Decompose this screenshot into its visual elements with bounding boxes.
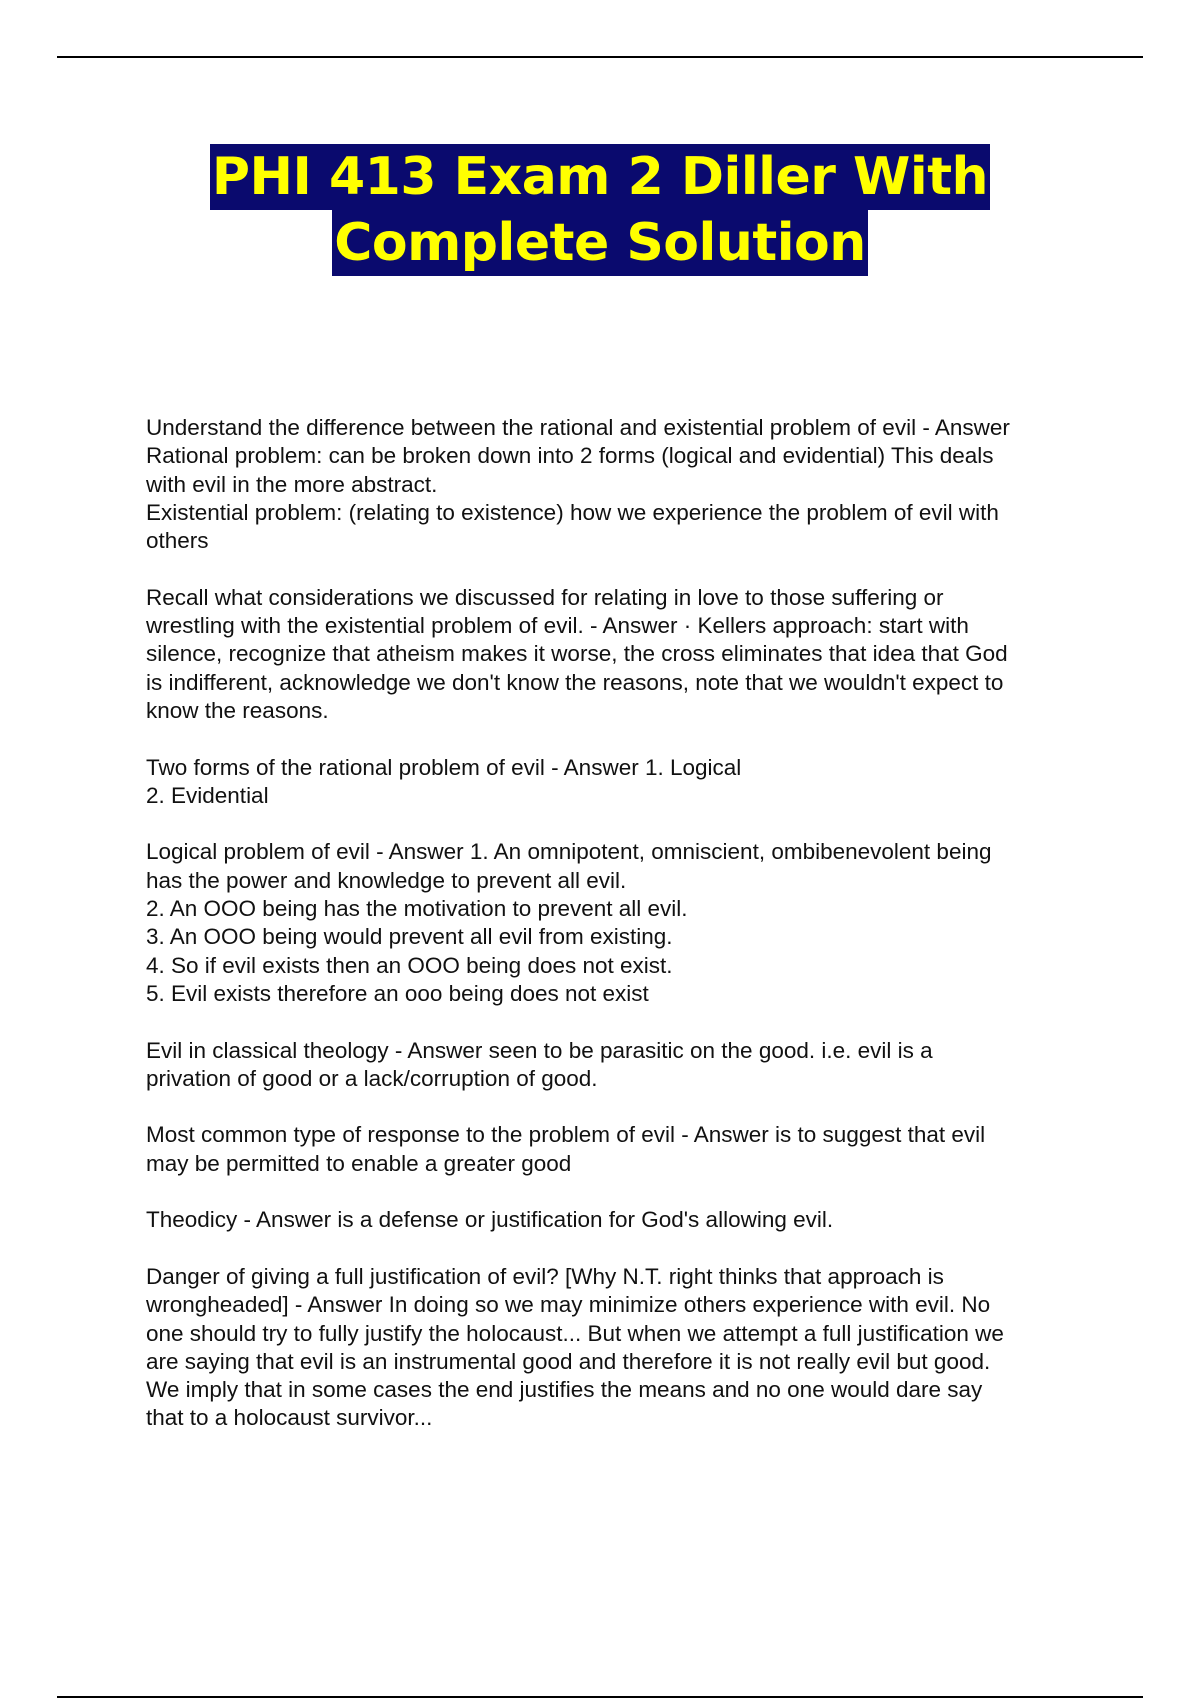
qa-entry-8 — [146, 1263, 1086, 1433]
text-line: 3. An OOO being would prevent all evil from existing. — [146, 924, 673, 950]
text-line: Understand the difference between the rational and existential problem of evil - Answer — [146, 415, 1010, 440]
qa-entry-4 — [146, 838, 1086, 1008]
text-line: Recall what considerations we discussed for relating in love to those suffering or — [146, 584, 944, 610]
text-line: Theodicy - Answer is a defense or justification for God's allowing evil. — [146, 1207, 834, 1233]
text-line: silence, recognize that atheism makes it worse, the cross eliminates that idea that God — [146, 641, 1008, 667]
qa-entry-7 — [146, 1206, 1086, 1234]
text-line: one should try to fully justify the holocaust... But when we attempt a full justification we — [146, 1320, 1004, 1346]
text-line: know the reasons. — [146, 697, 329, 723]
text-line: with evil in the more abstract. — [146, 471, 438, 497]
text-line: wrongheaded] - Answer In doing so we may minimize others experience with evil. No — [146, 1292, 991, 1318]
text-line: 4. So if evil exists then an OOO being does not exist. — [146, 952, 673, 978]
text-line: Most common type of response to the problem of evil - Answer is to suggest that evil — [146, 1122, 986, 1148]
text-line: 5. Evil exists therefore an ooo being does not exist — [146, 980, 649, 1006]
bottom-rule — [57, 1696, 1143, 1698]
text-line: 2. Evidential — [146, 782, 269, 808]
qa-entry-5 — [146, 1037, 1086, 1094]
text-line: 2. An OOO being has the motivation to prevent all evil. — [146, 896, 688, 922]
title-line-1: PHI 413 Exam 2 Diller With — [210, 144, 990, 210]
text-line: privation of good or a lack/corruption of good. — [146, 1065, 598, 1091]
text-line: Danger of giving a full justification of evil? [Why N.T. right thinks that approach is — [146, 1263, 944, 1289]
qa-entry-6 — [146, 1121, 1086, 1178]
text-line: Two forms of the rational problem of evil - Answer 1. Logical — [146, 754, 742, 780]
top-rule — [57, 56, 1143, 58]
text-line: Evil in classical theology - Answer seen to be parasitic on the good. i.e. evil is a — [146, 1037, 933, 1063]
title-line-2: Complete Solution — [332, 210, 868, 276]
text-line: that to a holocaust survivor... — [146, 1405, 433, 1431]
text-line: is indifferent, acknowledge we don't know the reasons, note that we wouldn't expect to — [146, 669, 1004, 695]
document-title — [0, 144, 1200, 276]
qa-entry-3 — [146, 754, 1086, 811]
text-line: Logical problem of evil - Answer 1. An omnipotent, omniscient, ombibenevolent being — [146, 839, 992, 865]
text-line: may be permitted to enable a greater good — [146, 1150, 572, 1176]
qa-entry-2 — [146, 584, 1086, 725]
text-line: has the power and knowledge to prevent all evil. — [146, 867, 627, 893]
document-body — [146, 414, 1086, 1461]
text-line: We imply that in some cases the end justifies the means and no one would dare say — [146, 1377, 983, 1403]
qa-entry-1 — [146, 414, 1086, 555]
text-line: are saying that evil is an instrumental good and therefore it is not really evil but good. — [146, 1348, 991, 1374]
text-line: Existential problem: (relating to existence) how we experience the problem of evil with — [146, 499, 999, 525]
text-line: wrestling with the existential problem of evil. - Answer · Kellers approach: start with — [146, 613, 969, 639]
text-line: Rational problem: can be broken down into 2 forms (logical and evidential) This deals — [146, 443, 994, 469]
text-line: others — [146, 528, 209, 554]
